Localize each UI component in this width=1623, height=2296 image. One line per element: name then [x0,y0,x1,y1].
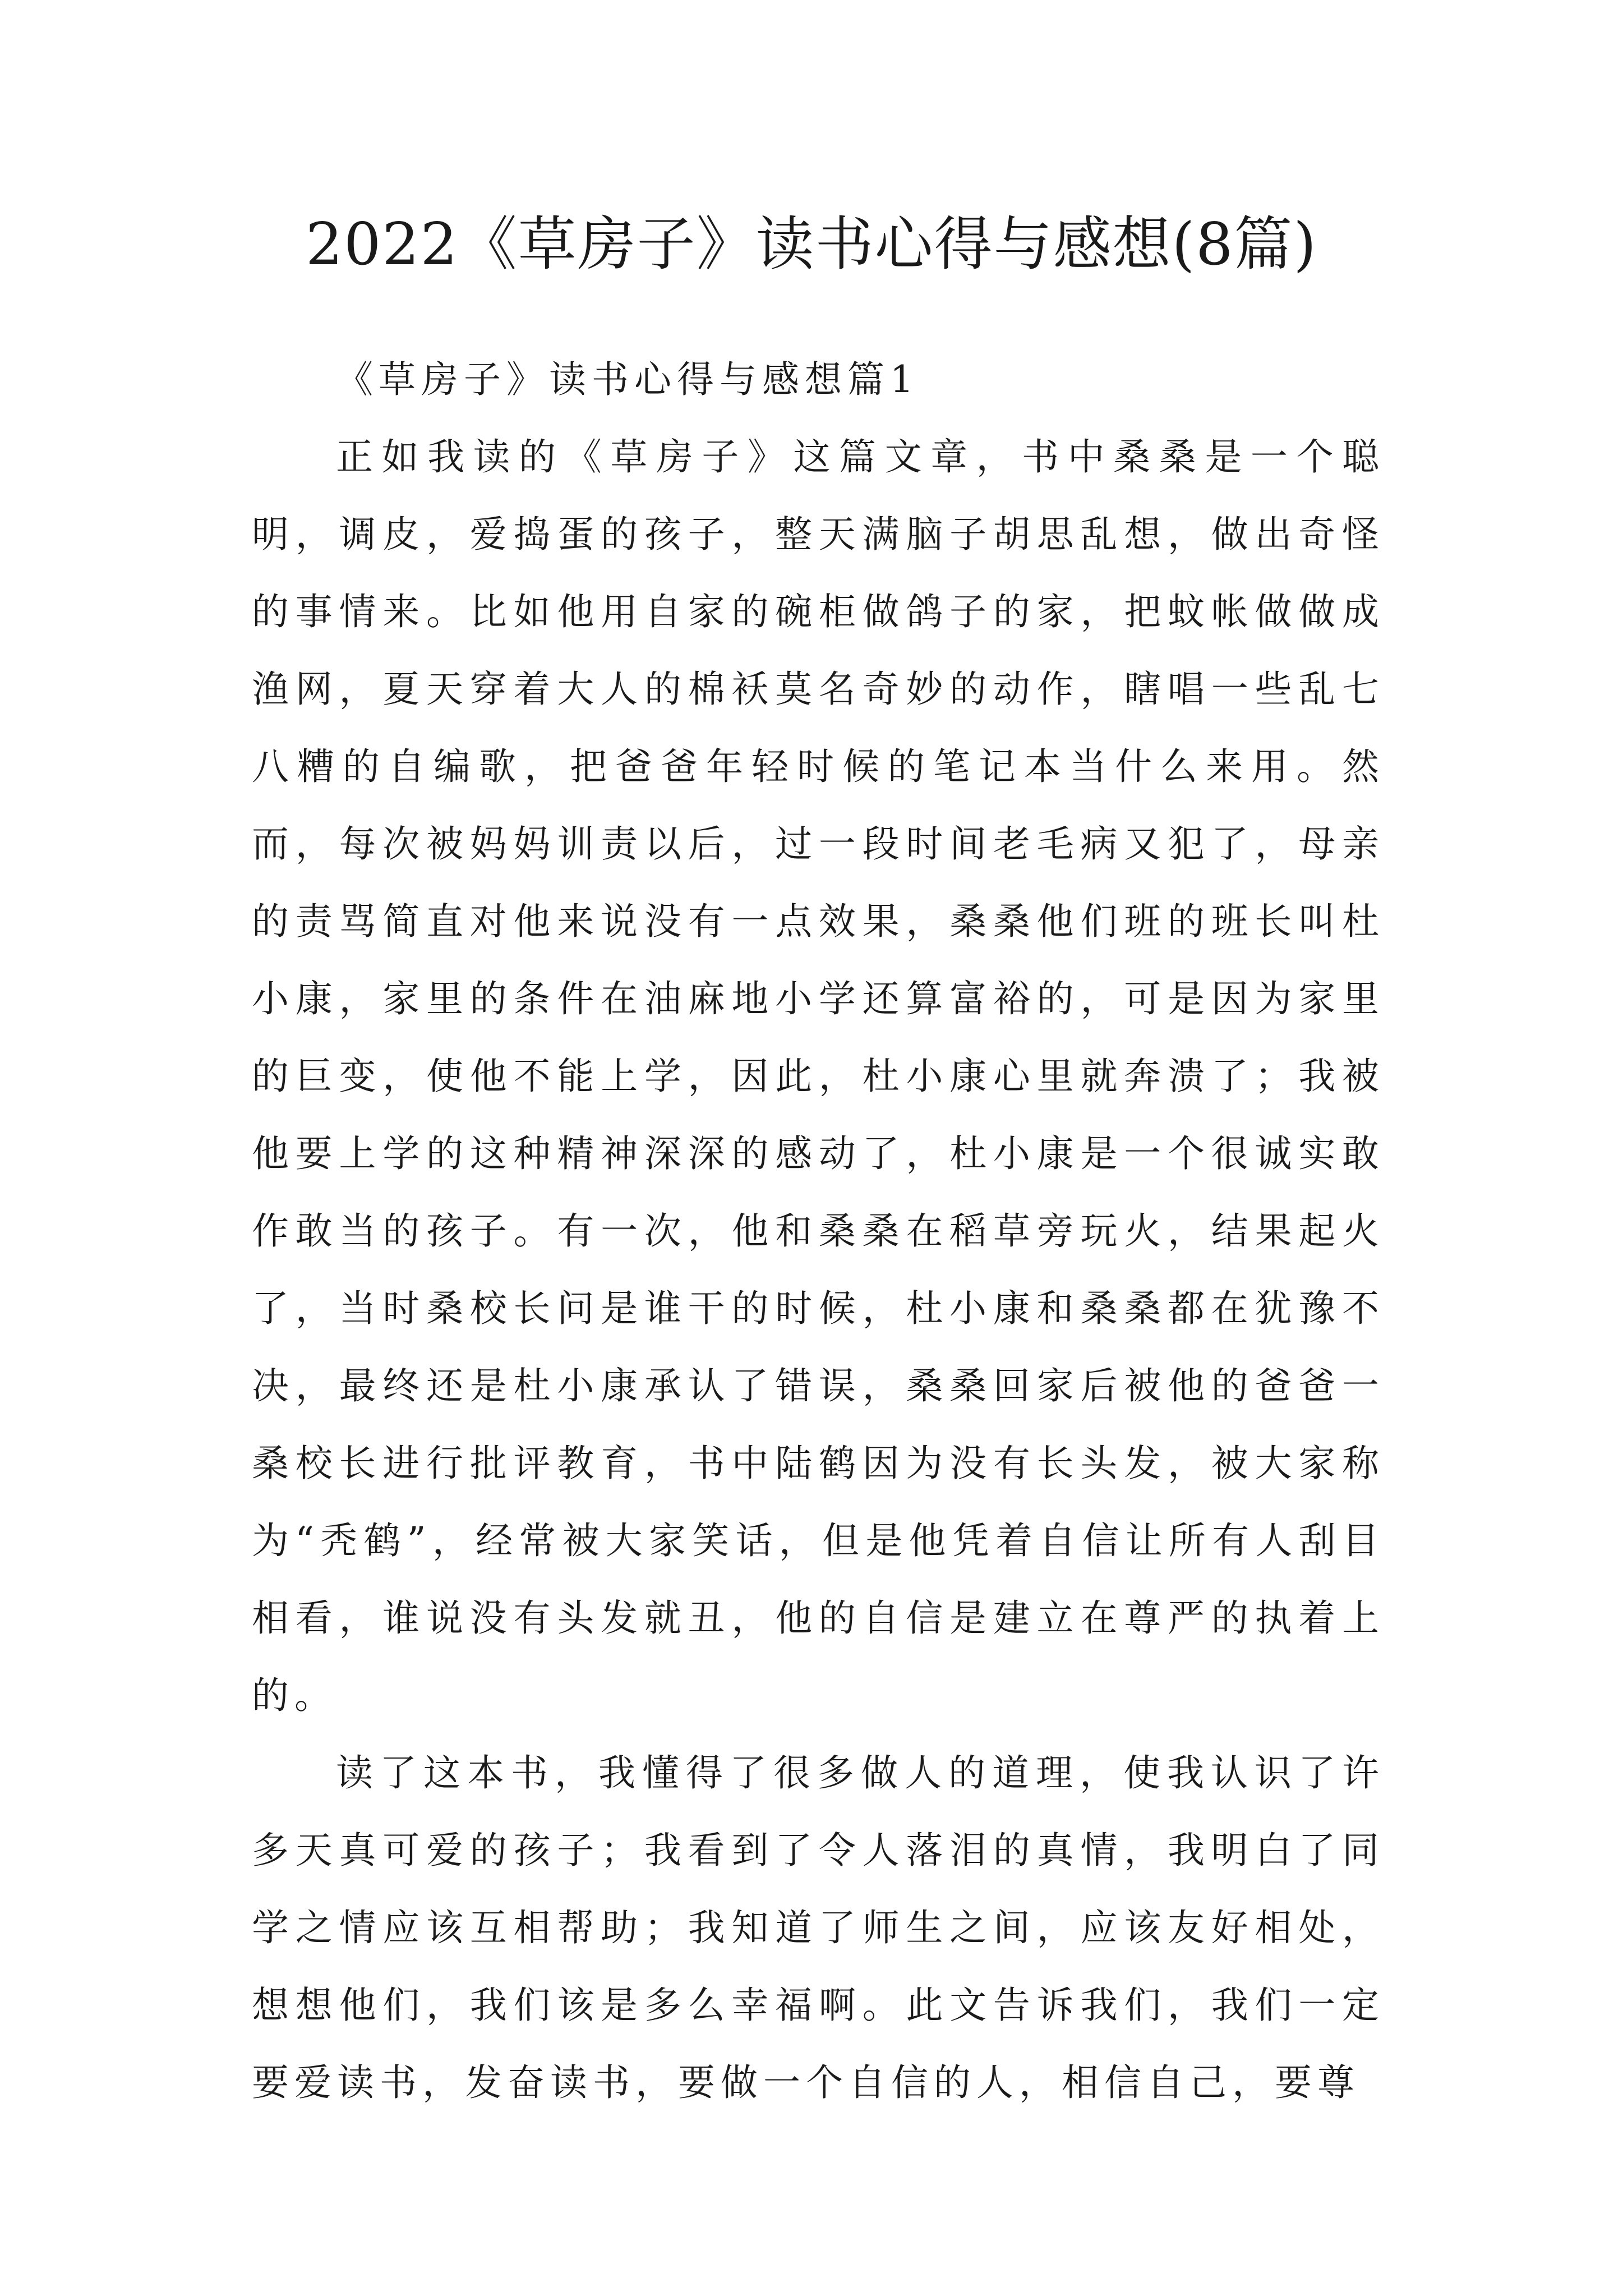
document-title: 2022《草房子》读书心得与感想(8篇) [306,210,1317,278]
paragraph-1: 正如我读的《草房子》这篇文章，书中桑桑是一个聪明，调皮，爱捣蛋的孩子，整天满脑子胡思乱想，做出奇怪的事情来。比如他用自家的碗柜做鸽子的家，把蚊帐做做成渔网，夏天穿着大人的棉袄莫名奇妙的动作，瞎唱一些乱七八糟的自编歌，把爸爸年轻时候的笔记本当什么来用。然而，每次被妈妈训责以后，过一段时间老毛病又犯了，母亲的责骂简直对他来说没有一点效果，桑桑他们班的班长叫杜小康，家里的条件在油麻地小学还算富裕的，可是因为家里的巨变，使他不能上学，因此，杜小康心里就奔溃了；我被他要上学的这种精神深深的感动了，杜小康是一个很诚实敢作敢当的孩子。有一次，他和桑桑在稻草旁玩火，结果起火了，当时桑校长问是谁干的时候，杜小康和桑桑都在犹豫不决，最终还是杜小康承认了错误，桑桑回家后被他的爸爸一桑校长进行批评教育，书中陆鹤因为没有长头发，被大家称为“秃鹤”，经常被大家笑话，但是他凭着自信让所有人刮目相看，谁说没有头发就丑，他的自信是建立在尊严的执着上的。 [252,435,1385,1717]
document-body [252,341,1385,2122]
paragraph-2: 读了这本书，我懂得了很多做人的道理，使我认识了许多天真可爱的孩子；我看到了令人落泪的真情，我明白了同学之情应该互相帮助；我知道了师生之间，应该友好相处，想想他们，我们该是多么幸福啊。此文告诉我们，我们一定要爱读书，发奋读书，要做一个自信的人，相信自己，要尊 [252,1751,1385,2104]
section-heading: 《草房子》读书心得与感想篇1 [336,358,919,401]
